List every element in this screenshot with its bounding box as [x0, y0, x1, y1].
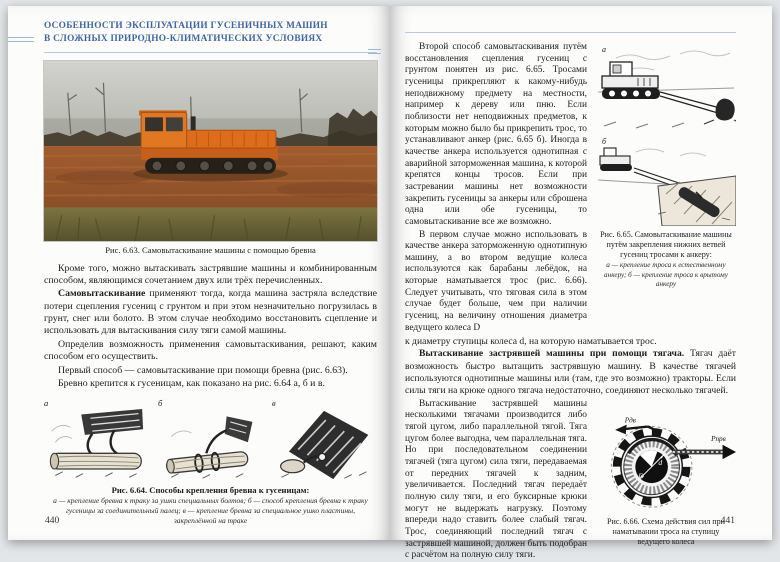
header-rule-endmark	[368, 49, 381, 54]
chapter-header-line1: ОСОБЕННОСТИ ЭКСПЛУАТАЦИИ ГУСЕНИЧНЫХ МАШИН	[44, 21, 328, 31]
dim-label-D: D	[638, 471, 644, 481]
paragraph: В первом случае можно использовать в качестве анкера заторможенную однотипную машину, а во втором ведущие колеса используются как барабаны лебёдок, на которые наматывается трос (рис. 6.66). Следует учитывать, что тяговая сила в этом случае будет больше, чем при наличии гусениц, на величину отношения диаметра ведущего колеса D	[405, 229, 587, 333]
fig664-panel-v	[272, 399, 376, 481]
fig665-label-a: а	[602, 45, 606, 54]
page-left	[8, 6, 390, 540]
paragraph: Кроме того, можно вытаскивать застрявшие машины и комбинированным способом, являющимся сочетанием двух или трёх перечисленных.	[44, 262, 377, 287]
paragraph: Первый способ — самовытаскивание при помощи бревна (рис. 6.63).	[58, 364, 348, 376]
page-number-left: 440	[45, 516, 60, 526]
dim-label-d: d	[658, 457, 663, 467]
fig664-label-b: б	[158, 398, 163, 409]
fig665-caption-detail: а — крепление троса к естественному анкеру; б — крепление троса к врытому анкеру	[604, 261, 728, 289]
fig664-caption-detail: а — крепление бревна к траку за ушки специальных болтов; б — способ крепления бревна к траку гусеницы за соединительный палец; в — крепление бревна за специальное ушко пластины, закреплённой на траке	[53, 496, 368, 525]
fig663-caption: Рис. 6.63. Самовытаскивание машины с помощью бревна	[105, 245, 316, 256]
fig664-panel-a	[44, 399, 148, 481]
paragraph-rest: применяют тогда, когда машина застряла вследствие потери сцепления гусениц с грунтом и при этом незначительно погрузилась в грунт, снег или болото. В этом случае необходимо восстановить сцепление и использовать для вытаскивания силу тяги самой машины.	[44, 288, 377, 337]
fig666-caption: Рис. 6.66. Схема действия сил при наматывании троса на ступицу ведущего колеса	[607, 516, 725, 547]
fig664-panel-b	[158, 399, 262, 481]
fig665-panel-b	[596, 134, 736, 226]
right-page-top-columns	[405, 42, 736, 334]
page-right	[390, 6, 772, 561]
fig664-label-a: а	[44, 398, 49, 409]
photo-tracked-machine	[44, 61, 377, 241]
sprocket-forces-diagram	[596, 413, 736, 513]
photo-illustration	[44, 61, 377, 241]
header-rule-right	[405, 32, 736, 33]
header-rule	[44, 52, 377, 53]
paragraph-rest: Тягач даёт возможность быстро вытащить застрявшую машину. В качестве тягачей используются однотипные машины или (там, где это возможно) тракторы. Если силы тяги на крюке одного тягача недостаточно, соединяют несколько тягачей.	[405, 348, 736, 396]
engraving-buried-anchor	[596, 134, 736, 226]
book-spread	[8, 6, 772, 561]
paragraph: Вытаскивание застрявшей машины несколькими тягачами производится либо тягой цугом, либо параллельной тягой. Тяга цугом более выгодна, чем параллельная тяга. Но при последовательном соединении тягачей (тяга цугом) сила тяги, передаваемая от передних тягачей к задним, увеличивается. Последний тягач передаёт полную силу тяги, и его буксирные крюки могут не выдержать нагрузку. Поэтому впереди надо ставить более слабый тягач. Трос, соединяющий последний тягач с застрявшей машиной, должен быть подобран с расчётом на полную силу тяги.	[405, 398, 587, 561]
fig666-column	[596, 399, 736, 562]
right-page-fullwidth	[405, 336, 736, 396]
chapter-header	[44, 20, 377, 53]
fig665-label-b: б	[602, 137, 607, 146]
engraving-track-lug	[272, 409, 376, 481]
paragraph	[405, 348, 736, 396]
force-label-left: Pдв	[624, 416, 636, 425]
fig664-label-v: в	[272, 398, 276, 409]
engraving-log-pin	[158, 409, 262, 481]
engraving-log-hooks	[44, 409, 148, 481]
paragraph-lead: Вытаскивание застрявшей машины при помощи тягача.	[419, 348, 685, 360]
fig665-caption-title: Рис. 6.65. Самовытаскивание машины путём закрепления нижних ветвей гусениц тросами к анкеру:	[600, 230, 732, 260]
fig664-caption-title: Рис. 6.64. Способы крепления бревна к гусеницам:	[111, 484, 310, 495]
chapter-header-line2: В СЛОЖНЫХ ПРИРОДНО-КЛИМАТИЧЕСКИХ УСЛОВИЯХ	[44, 34, 323, 45]
force-label-right: Pпрв	[711, 434, 726, 443]
paragraph: Второй способ самовытаскивания путём восстановления сцепления гусениц с грунтом понятен из рис. 6.65. Тросами гусеницы прикрепляют к какому-нибудь неподвижному предмету на местности, например к дереву или пню. Если поблизости нет неподвижных предметов, к которым можно было бы прикрепить трос, то устанавливают анкер (рис. 6.65 б). Иногда в качестве анкера используется однотипная с аварийной заторможенная машина, к которой крепятся концы тросов. Если при застревании машины нет возможности закрепить гусеницы за анкеры или сброшена одна или обе гусеницы, то самовытаскивание все же возможно.	[405, 42, 587, 227]
paragraph-lead: Самовытаскивание	[58, 288, 146, 300]
fig665-column	[596, 42, 736, 334]
paragraph	[44, 288, 377, 337]
right-page-bottom-columns	[405, 399, 736, 562]
text-column	[405, 42, 587, 334]
paragraph: Определив возможность применения самовытаскивания, решают, каким способом его осуществить.	[44, 338, 377, 363]
fig665-panel-a	[596, 42, 736, 134]
fig664-engravings	[44, 399, 377, 481]
paragraph: Бревно крепится к гусеницам, как показано на рис. 6.64 а, б и в.	[58, 377, 325, 389]
engraving-anchor-stump	[596, 42, 736, 134]
continuation-line: к диаметру ступицы колеса d, на которую наматывается трос.	[405, 336, 657, 348]
page-number-right: 441	[720, 516, 735, 526]
header-edge-mark	[8, 37, 34, 42]
text-column	[405, 399, 587, 562]
